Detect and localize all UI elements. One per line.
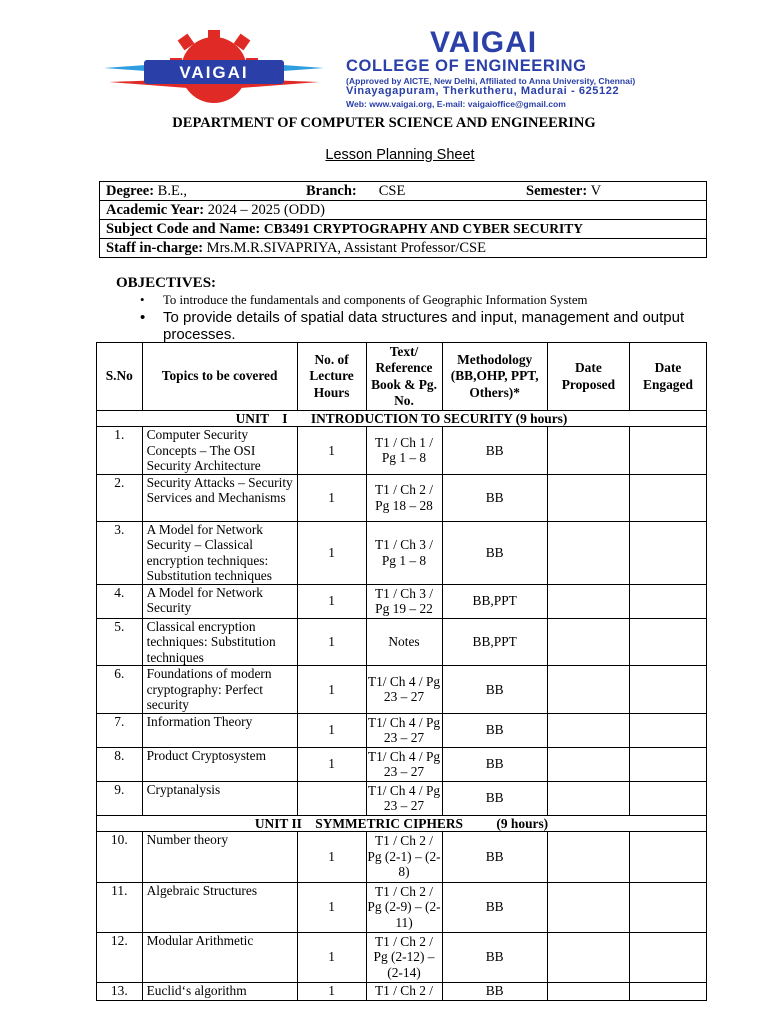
date-proposed-cell bbox=[547, 666, 629, 714]
sno-cell: 10. bbox=[97, 831, 143, 882]
table-row bbox=[97, 932, 707, 982]
sno-cell: 11. bbox=[97, 882, 143, 932]
methodology-cell: BB bbox=[442, 831, 547, 882]
topic-cell: Cryptanalysis bbox=[142, 781, 297, 815]
unit-2-row bbox=[97, 815, 707, 831]
college-banner bbox=[346, 24, 676, 112]
topic-cell: Euclid‘s algorithm bbox=[142, 982, 297, 1000]
hours-cell: 1 bbox=[297, 882, 366, 932]
branch-value: CSE bbox=[378, 183, 406, 199]
methodology-cell: BB bbox=[442, 666, 547, 714]
sheet-title: Lesson Planning Sheet bbox=[325, 147, 475, 163]
date-engaged-cell bbox=[629, 427, 706, 475]
methodology-cell: BB,PPT bbox=[442, 584, 547, 618]
objectives-list bbox=[140, 292, 700, 343]
unit-1-row bbox=[97, 411, 707, 427]
header-reference: Text/ Reference Book & Pg. No. bbox=[366, 343, 442, 411]
header-hours: No. of Lecture Hours bbox=[297, 343, 366, 411]
reference-cell: Notes bbox=[366, 618, 442, 666]
methodology-cell: BB,PPT bbox=[442, 618, 547, 666]
reference-cell: T1/ Ch 4 / Pg 23 – 27 bbox=[366, 666, 442, 714]
hours-cell: 1 bbox=[297, 747, 366, 781]
topic-cell: Algebraic Structures bbox=[142, 882, 297, 932]
date-engaged-cell bbox=[629, 618, 706, 666]
date-proposed-cell bbox=[547, 618, 629, 666]
reference-cell: T1 / Ch 3 / Pg 1 – 8 bbox=[366, 521, 442, 584]
sno-cell: 3. bbox=[97, 521, 143, 584]
date-engaged-cell bbox=[629, 713, 706, 747]
lesson-plan-table bbox=[96, 342, 707, 1001]
date-engaged-cell bbox=[629, 666, 706, 714]
methodology-cell: BB bbox=[442, 713, 547, 747]
objective-item: • To introduce the fundamentals and components of Geographic Information System bbox=[140, 292, 700, 308]
topic-cell: Information Theory bbox=[142, 713, 297, 747]
reference-cell: T1/ Ch 4 / Pg 23 – 27 bbox=[367, 782, 441, 813]
hours-cell bbox=[297, 781, 366, 815]
methodology-cell: BB bbox=[442, 882, 547, 932]
date-proposed-cell bbox=[547, 747, 629, 781]
reference-cell: T1 / Ch 2 / bbox=[366, 982, 442, 1000]
hours-cell: 1 bbox=[297, 427, 366, 475]
department-title: DEPARTMENT OF COMPUTER SCIENCE AND ENGINEERING bbox=[172, 115, 596, 131]
date-proposed-cell bbox=[547, 932, 629, 982]
subject-label: Subject Code and Name: bbox=[106, 221, 261, 237]
date-engaged-cell bbox=[629, 521, 706, 584]
date-engaged-cell bbox=[629, 474, 706, 521]
date-proposed-cell bbox=[547, 882, 629, 932]
date-proposed-cell bbox=[547, 982, 629, 1000]
topic-cell: Computer Security Concepts – The OSI Security Architecture bbox=[142, 427, 297, 475]
reference-cell: T1 / Ch 2 / Pg (2-9) – (2-11) bbox=[366, 882, 442, 932]
header-sno: S.No bbox=[97, 343, 143, 411]
hours-cell: 1 bbox=[297, 982, 366, 1000]
semester-value: V bbox=[590, 183, 602, 199]
hours-cell: 1 bbox=[297, 666, 366, 714]
reference-cell: T1 / Ch 2 / Pg (2-12) – (2-14) bbox=[366, 932, 442, 982]
sno-cell: 8. bbox=[97, 747, 143, 781]
college-logo bbox=[104, 24, 674, 112]
reference-cell: T1 / Ch 2 / Pg 18 – 28 bbox=[366, 474, 442, 521]
table-row bbox=[97, 882, 707, 932]
methodology-cell: BB bbox=[442, 982, 547, 1000]
sno-cell: 7. bbox=[97, 713, 143, 747]
sno-cell: 9. bbox=[97, 781, 143, 815]
reference-cell: T1 / Ch 2 / Pg (2-1) – (2-8) bbox=[366, 831, 442, 882]
table-row bbox=[97, 427, 707, 475]
academic-year-row bbox=[100, 201, 707, 220]
date-engaged-cell bbox=[629, 882, 706, 932]
table-row bbox=[97, 618, 707, 666]
hours-cell: 1 bbox=[297, 584, 366, 618]
table-row bbox=[97, 781, 707, 815]
header-date-proposed: Date Proposed bbox=[547, 343, 629, 411]
sno-cell: 13. bbox=[97, 982, 143, 1000]
hours-cell: 1 bbox=[297, 713, 366, 747]
unit-title: UNIT I INTRODUCTION TO SECURITY (9 hours) bbox=[97, 411, 707, 427]
date-proposed-cell bbox=[547, 474, 629, 521]
date-proposed-cell bbox=[547, 427, 629, 475]
sno-cell: 4. bbox=[97, 584, 143, 618]
date-engaged-cell bbox=[629, 747, 706, 781]
table-row bbox=[97, 831, 707, 882]
table-row bbox=[97, 521, 707, 584]
hours-cell: 1 bbox=[297, 474, 366, 521]
topic-cell: Classical encryption techniques: Substitution techniques bbox=[142, 618, 297, 666]
subject-row bbox=[100, 220, 707, 239]
college-approval: (Approved by AICTE, New Delhi, Affiliated to Anna University, Chennai) bbox=[346, 76, 636, 86]
hours-cell: 1 bbox=[297, 831, 366, 882]
gear-logo-icon bbox=[104, 30, 324, 110]
date-proposed-cell bbox=[547, 831, 629, 882]
table-row bbox=[97, 713, 707, 747]
header-date-engaged: Date Engaged bbox=[629, 343, 706, 411]
academic-year-value: 2024 – 2025 (ODD) bbox=[207, 202, 325, 218]
hours-cell: 1 bbox=[297, 932, 366, 982]
degree-label: Degree: bbox=[106, 183, 155, 199]
staff-label: Staff in-charge: bbox=[106, 240, 204, 256]
semester-label: Semester: bbox=[526, 183, 588, 199]
topic-cell: Modular Arithmetic bbox=[142, 932, 297, 982]
staff-row bbox=[100, 239, 707, 258]
topic-cell: A Model for Network Security – Classical encryption techniques: Substitution techniques bbox=[142, 521, 297, 584]
table-row bbox=[97, 747, 707, 781]
college-subtitle: COLLEGE OF ENGINEERING bbox=[346, 57, 587, 75]
reference-cell: T1 / Ch 3 / Pg 19 – 22 bbox=[366, 584, 442, 618]
table-row bbox=[97, 584, 707, 618]
table-row bbox=[97, 666, 707, 714]
college-name: VAIGAI bbox=[430, 26, 538, 59]
methodology-cell: BB bbox=[442, 747, 547, 781]
date-proposed-cell bbox=[547, 584, 629, 618]
table-header-row bbox=[97, 343, 707, 411]
topic-cell: Product Cryptosystem bbox=[142, 747, 297, 781]
date-proposed-cell bbox=[547, 713, 629, 747]
topic-cell: A Model for Network Security bbox=[142, 584, 297, 618]
topic-cell: Number theory bbox=[142, 831, 297, 882]
degree-row bbox=[100, 182, 707, 201]
date-engaged-cell bbox=[629, 831, 706, 882]
sno-cell: 2. bbox=[97, 474, 143, 521]
objectives-title: OBJECTIVES: bbox=[116, 275, 217, 291]
date-engaged-cell bbox=[629, 781, 706, 815]
sno-cell: 12. bbox=[97, 932, 143, 982]
svg-text:VAIGAI: VAIGAI bbox=[179, 63, 249, 82]
subject-value: CB3491 CRYPTOGRAPHY AND CYBER SECURITY bbox=[263, 221, 583, 236]
date-proposed-cell bbox=[547, 521, 629, 584]
degree-value: B.E., bbox=[157, 183, 188, 199]
staff-value: Mrs.M.R.SIVAPRIYA, Assistant Professor/CSE bbox=[206, 240, 486, 256]
reference-cell: T1/ Ch 4 / Pg 23 – 27 bbox=[367, 748, 441, 779]
unit-title: UNIT II SYMMETRIC CIPHERS (9 hours) bbox=[97, 815, 707, 831]
hours-cell: 1 bbox=[297, 521, 366, 584]
table-row bbox=[97, 474, 707, 521]
topic-cell: Security Attacks – Security Services and Mechanisms bbox=[142, 474, 297, 521]
college-web: Web: www.vaigai.org, E-mail: vaigaioffice@gmail.com bbox=[346, 99, 566, 109]
college-address: Vinayagapuram, Therkutheru, Madurai - 625122 bbox=[346, 85, 620, 97]
objective-item: • To provide details of spatial data structures and input, management and output processes. bbox=[140, 309, 700, 343]
methodology-cell: BB bbox=[442, 781, 547, 815]
course-info-table bbox=[99, 181, 707, 258]
topic-cell: Foundations of modern cryptography: Perfect security bbox=[142, 666, 297, 714]
table-body bbox=[97, 411, 707, 1001]
date-engaged-cell bbox=[629, 584, 706, 618]
reference-cell: T1/ Ch 4 / Pg 23 – 27 bbox=[367, 714, 441, 745]
methodology-cell: BB bbox=[442, 427, 547, 475]
methodology-cell: BB bbox=[442, 932, 547, 982]
sno-cell: 6. bbox=[97, 666, 143, 714]
sno-cell: 5. bbox=[97, 618, 143, 666]
sno-cell: 1. bbox=[97, 427, 143, 475]
academic-year-label: Academic Year: bbox=[106, 202, 205, 218]
reference-cell: T1 / Ch 1 / Pg 1 – 8 bbox=[366, 427, 442, 475]
methodology-cell: BB bbox=[442, 474, 547, 521]
date-proposed-cell bbox=[547, 781, 629, 815]
branch-label: Branch: bbox=[306, 183, 357, 199]
date-engaged-cell bbox=[629, 932, 706, 982]
date-engaged-cell bbox=[629, 982, 706, 1000]
header-topics: Topics to be covered bbox=[142, 343, 297, 411]
table-row bbox=[97, 982, 707, 1000]
header-methodology: Methodology (BB,OHP, PPT, Others)* bbox=[442, 343, 547, 411]
hours-cell: 1 bbox=[297, 618, 366, 666]
methodology-cell: BB bbox=[442, 521, 547, 584]
